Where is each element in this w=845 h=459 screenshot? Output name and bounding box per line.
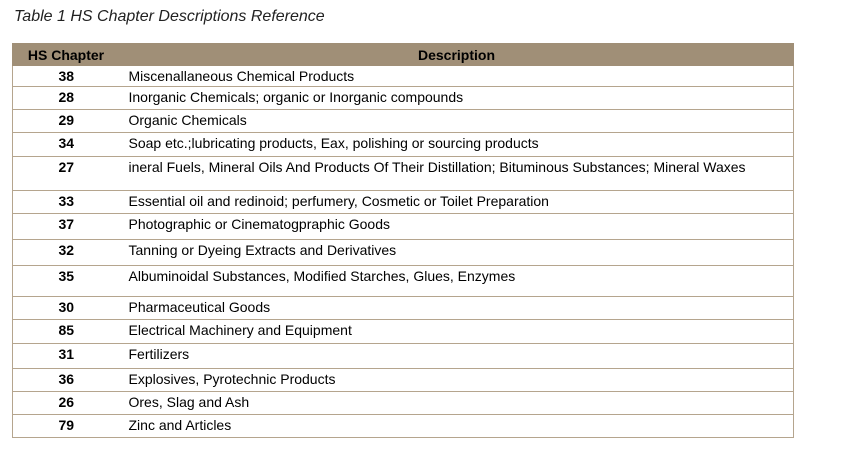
hs-chapter-cell: 31 — [13, 344, 120, 369]
table-body — [13, 66, 794, 438]
description-cell: Fertilizers — [120, 344, 794, 369]
hs-chapter-table — [12, 43, 794, 438]
table-row — [13, 133, 794, 157]
description-cell: ineral Fuels, Mineral Oils And Products Of Their Distillation; Bituminous Substances; Mineral Waxes — [120, 157, 794, 191]
table-row — [13, 392, 794, 415]
description-cell: Inorganic Chemicals; organic or Inorganic compounds — [120, 87, 794, 110]
table-row — [13, 66, 794, 87]
description-cell: Zinc and Articles — [120, 415, 794, 438]
hs-chapter-cell: 34 — [13, 133, 120, 157]
hs-chapter-cell: 35 — [13, 266, 120, 297]
description-cell: Soap etc.;lubricating products, Eax, polishing or sourcing products — [120, 133, 794, 157]
table-row — [13, 320, 794, 344]
table-header-row — [13, 44, 794, 66]
description-cell: Essential oil and redinoid; perfumery, Cosmetic or Toilet Preparation — [120, 191, 794, 214]
hs-chapter-cell: 36 — [13, 369, 120, 392]
description-cell: Explosives, Pyrotechnic Products — [120, 369, 794, 392]
hs-chapter-cell: 37 — [13, 214, 120, 240]
table-row — [13, 344, 794, 369]
table-row — [13, 297, 794, 320]
table-row — [13, 266, 794, 297]
description-cell: Pharmaceutical Goods — [120, 297, 794, 320]
table-row — [13, 214, 794, 240]
header-hs-chapter: HS Chapter — [13, 44, 120, 66]
hs-chapter-cell: 38 — [13, 66, 120, 87]
description-cell: Ores, Slag and Ash — [120, 392, 794, 415]
hs-chapter-cell: 29 — [13, 110, 120, 133]
description-cell: Electrical Machinery and Equipment — [120, 320, 794, 344]
table-row — [13, 87, 794, 110]
table-row — [13, 240, 794, 266]
hs-chapter-cell: 26 — [13, 392, 120, 415]
hs-chapter-cell: 85 — [13, 320, 120, 344]
hs-chapter-cell: 28 — [13, 87, 120, 110]
table-row — [13, 110, 794, 133]
table-row — [13, 369, 794, 392]
description-cell: Miscenallaneous Chemical Products — [120, 66, 794, 87]
hs-chapter-cell: 79 — [13, 415, 120, 438]
header-description: Description — [120, 44, 794, 66]
hs-chapter-cell: 32 — [13, 240, 120, 266]
hs-chapter-cell: 27 — [13, 157, 120, 191]
table-caption: Table 1 HS Chapter Descriptions Reference — [14, 8, 325, 25]
hs-chapter-cell: 30 — [13, 297, 120, 320]
description-cell: Photographic or Cinematogpraphic Goods — [120, 214, 794, 240]
description-cell: Albuminoidal Substances, Modified Starches, Glues, Enzymes — [120, 266, 794, 297]
table-row — [13, 157, 794, 191]
description-cell: Tanning or Dyeing Extracts and Derivatives — [120, 240, 794, 266]
table-row — [13, 191, 794, 214]
description-cell: Organic Chemicals — [120, 110, 794, 133]
hs-chapter-cell: 33 — [13, 191, 120, 214]
table-row — [13, 415, 794, 438]
